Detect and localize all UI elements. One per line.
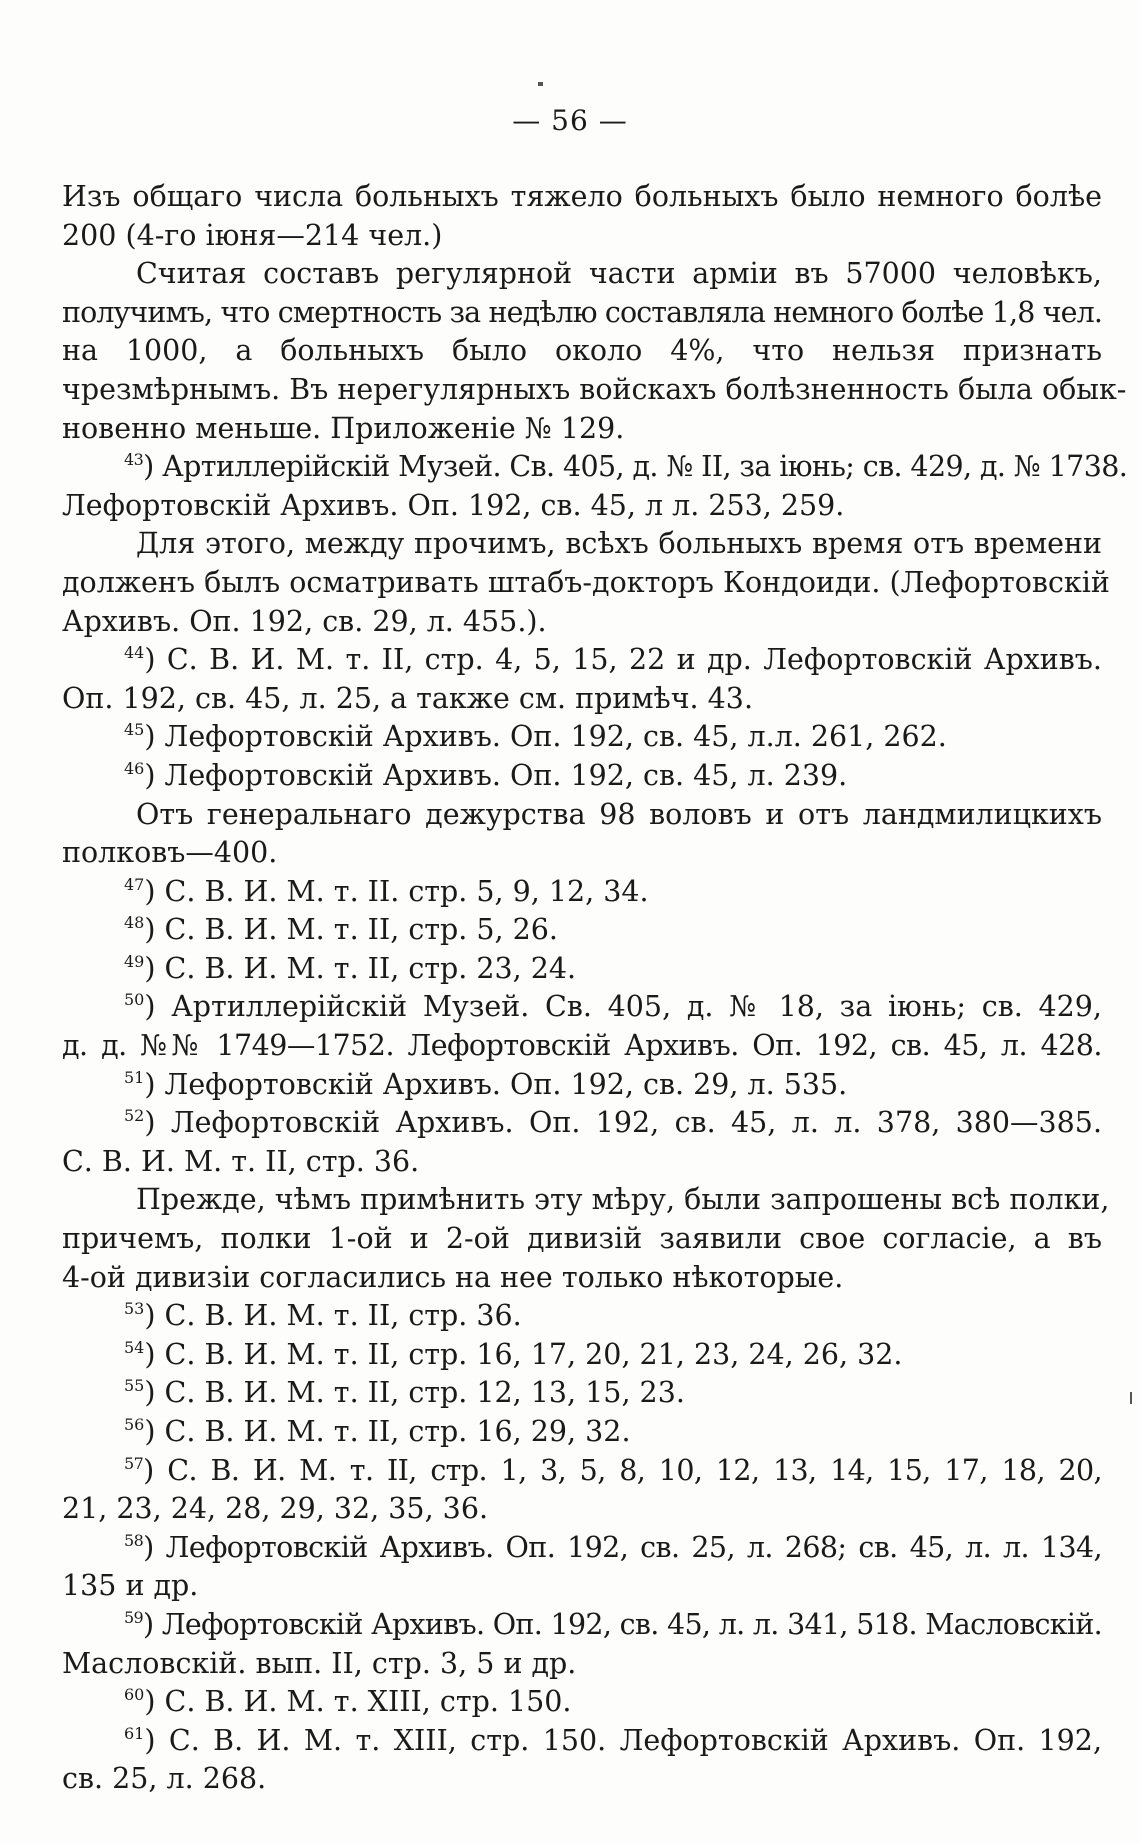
text-line: Оп. 192, св. 45, л. 25, а также см. примѣч. 43. <box>62 681 753 715</box>
text-line: Прежде, чѣмъ примѣнить эту мѣру, были запрошены всѣ полки, <box>136 1183 1110 1217</box>
footnote-number: 54 <box>124 1337 145 1357</box>
page-number: — 56 — <box>512 104 628 137</box>
footnote-line <box>62 757 1102 796</box>
footnote-number: 55 <box>124 1376 145 1396</box>
footnote-text: ) Лефортовскій Архивъ. Оп. 192, св. 45, л. л. 341, 518. Масловскій. <box>142 1607 1102 1641</box>
footnote-number: 43 <box>124 450 144 470</box>
footnote-number: 58 <box>124 1530 144 1550</box>
footnote-line <box>62 1413 1102 1452</box>
footnote-text: ) С. В. И. М. т. II, стр. 4, 5, 15, 22 и др. Лефортовскій Архивъ. <box>144 643 1102 677</box>
footnote-line <box>62 718 1102 757</box>
footnote-line <box>62 1529 1102 1568</box>
footnote-number: 50 <box>124 990 145 1010</box>
footnote-text: ) С. В. И. М. т. II, стр. 5, 26. <box>144 913 558 947</box>
footnote-text: ) Артиллерійскій Музей. Св. 405, д. № 18, за іюнь; св. 429, <box>144 990 1102 1024</box>
footnote-number: 59 <box>124 1607 143 1627</box>
footnote-text: ) С. В. И. М. т. II, стр. 36. <box>144 1299 522 1333</box>
footnote-number: 45 <box>124 720 145 740</box>
text-line: Считая составъ регулярной части арміи въ 57000 человѣкъ, <box>136 257 1102 291</box>
text-line: Изъ общаго числа больныхъ тяжело больныхъ было немного болѣе <box>62 180 1102 213</box>
footnote-number: 56 <box>124 1415 145 1434</box>
text-line: долженъ былъ осматривать штабъ-докторъ Кондоиди. (Лефортовскій <box>62 565 1110 599</box>
footnote-number: 44 <box>124 643 145 663</box>
text-line: д. д. №№ 1749—1752. Лефортовскій Архивъ. Оп. 192, св. 45, л. 428. <box>62 1029 1102 1063</box>
footnote-number: 57 <box>124 1453 144 1473</box>
footnote-line <box>62 1683 1102 1722</box>
text-line: причемъ, полки 1-ой и 2-ой дивизій заявили свое согласіе, а въ <box>62 1222 1102 1256</box>
footnote-number: 53 <box>124 1299 145 1319</box>
text-line: 4-ой дивизіи согласились на нее только нѣкоторые. <box>62 1260 844 1294</box>
scan-speck <box>1130 1392 1132 1404</box>
text-line: 200 (4-го іюня—214 чел.) <box>62 218 443 252</box>
footnote-number: 46 <box>124 758 145 778</box>
text-line: св. 25, л. 268. <box>62 1762 267 1796</box>
footnote-text: ) С. В. И. М. т. II, стр. 23, 24. <box>144 951 577 985</box>
footnote-text: ) С. В. И. М. т. XIII, стр. 150. <box>144 1685 572 1719</box>
text-line: Масловскій. вып. II, стр. 3, 5 и др. <box>62 1646 577 1680</box>
footnote-line <box>62 988 1102 1027</box>
text-line: Для этого, между прочимъ, всѣхъ больныхъ время отъ времени <box>136 527 1102 561</box>
footnote-line <box>62 1374 1102 1413</box>
footnote-number: 51 <box>124 1067 145 1087</box>
footnote-line <box>62 1722 1102 1761</box>
footnote-line <box>62 641 1102 680</box>
text-line: Лефортовскій Архивъ. Оп. 192, св. 45, л л. 253, 259. <box>62 488 845 522</box>
footnote-line <box>62 1066 1102 1105</box>
footnote-line <box>62 873 1102 912</box>
footnote-number: 60 <box>124 1685 145 1705</box>
text-line: Архивъ. Оп. 192, св. 29, л. 455.). <box>62 604 547 638</box>
footnote-number: 47 <box>124 874 145 894</box>
page-body <box>62 178 1128 1799</box>
text-line: получимъ, что смертность за недѣлю составляла немного болѣе 1,8 чел. <box>62 295 1102 329</box>
footnote-line <box>62 1297 1102 1336</box>
footnote-text: ) Лефортовскій Архивъ. Оп. 192, св. 45, л.л. 261, 262. <box>144 720 947 754</box>
footnote-text: ) С. В. И. М. т. II, стр. 12, 13, 15, 23. <box>144 1376 685 1410</box>
footnote-line <box>62 950 1102 989</box>
footnote-line <box>62 911 1102 950</box>
footnote-text: ) Лефортовскій Архивъ. Оп. 192, св. 25, л. 268; св. 45, л. л. 134, <box>143 1530 1102 1564</box>
footnote-line <box>62 1104 1102 1143</box>
text-line: С. В. И. М. т. II, стр. 36. <box>62 1144 420 1178</box>
footnote-number: 49 <box>124 951 145 971</box>
footnote-line <box>62 1452 1102 1491</box>
scan-speck <box>538 82 543 86</box>
text-line: полковъ—400. <box>62 836 278 870</box>
footnote-text: ) Лефортовскій Архивъ. Оп. 192, св. 45, л. л. 378, 380—385. <box>144 1106 1102 1140</box>
footnote-line <box>62 448 1128 487</box>
footnote-text: ) С. В. И. М. т. XIII, стр. 150. Лефортовскій Архивъ. Оп. 192, <box>144 1723 1102 1757</box>
footnote-text: ) С. В. И. М. т. II, стр. 16, 29, 32. <box>144 1415 631 1448</box>
text-line: чрезмѣрнымъ. Въ нерегулярныхъ войскахъ болѣзненность была обык- <box>62 372 1127 406</box>
footnote-number: 61 <box>124 1723 145 1743</box>
text-line: Отъ генеральнаго дежурства 98 воловъ и отъ ландмилицкихъ <box>136 797 1102 831</box>
text-line: на 1000, а больныхъ было около 4%, что нельзя признать <box>62 334 1102 368</box>
text-line: 135 и др. <box>62 1569 199 1603</box>
footnote-text: ) С. В. И. М. т. II, стр. 1, 3, 5, 8, 10, 12, 13, 14, 15, 17, 18, 20, <box>143 1453 1102 1487</box>
footnote-text: ) Лефортовскій Архивъ. Оп. 192, св. 45, л. 239. <box>144 758 848 792</box>
text-line: 21, 23, 24, 28, 29, 32, 35, 36. <box>62 1492 489 1526</box>
footnote-line <box>62 1336 1102 1375</box>
footnote-text: ) С. В. И. М. т. II, стр. 16, 17, 20, 21, 23, 24, 26, 32. <box>144 1337 903 1371</box>
footnote-number: 52 <box>124 1106 145 1126</box>
footnote-number: 48 <box>124 913 145 933</box>
footnote-text: ) Артиллерійскій Музей. Св. 405, д. № II, за іюнь; св. 429, д. № 1738. <box>143 450 1128 484</box>
footnote-text: ) С. В. И. М. т. II. стр. 5, 9, 12, 34. <box>144 874 649 908</box>
footnote-line <box>62 1606 1102 1645</box>
text-line: новенно меньше. Приложеніе № 129. <box>62 411 625 445</box>
footnote-text: ) Лефортовскій Архивъ. Оп. 192, св. 29, л. 535. <box>144 1067 848 1101</box>
